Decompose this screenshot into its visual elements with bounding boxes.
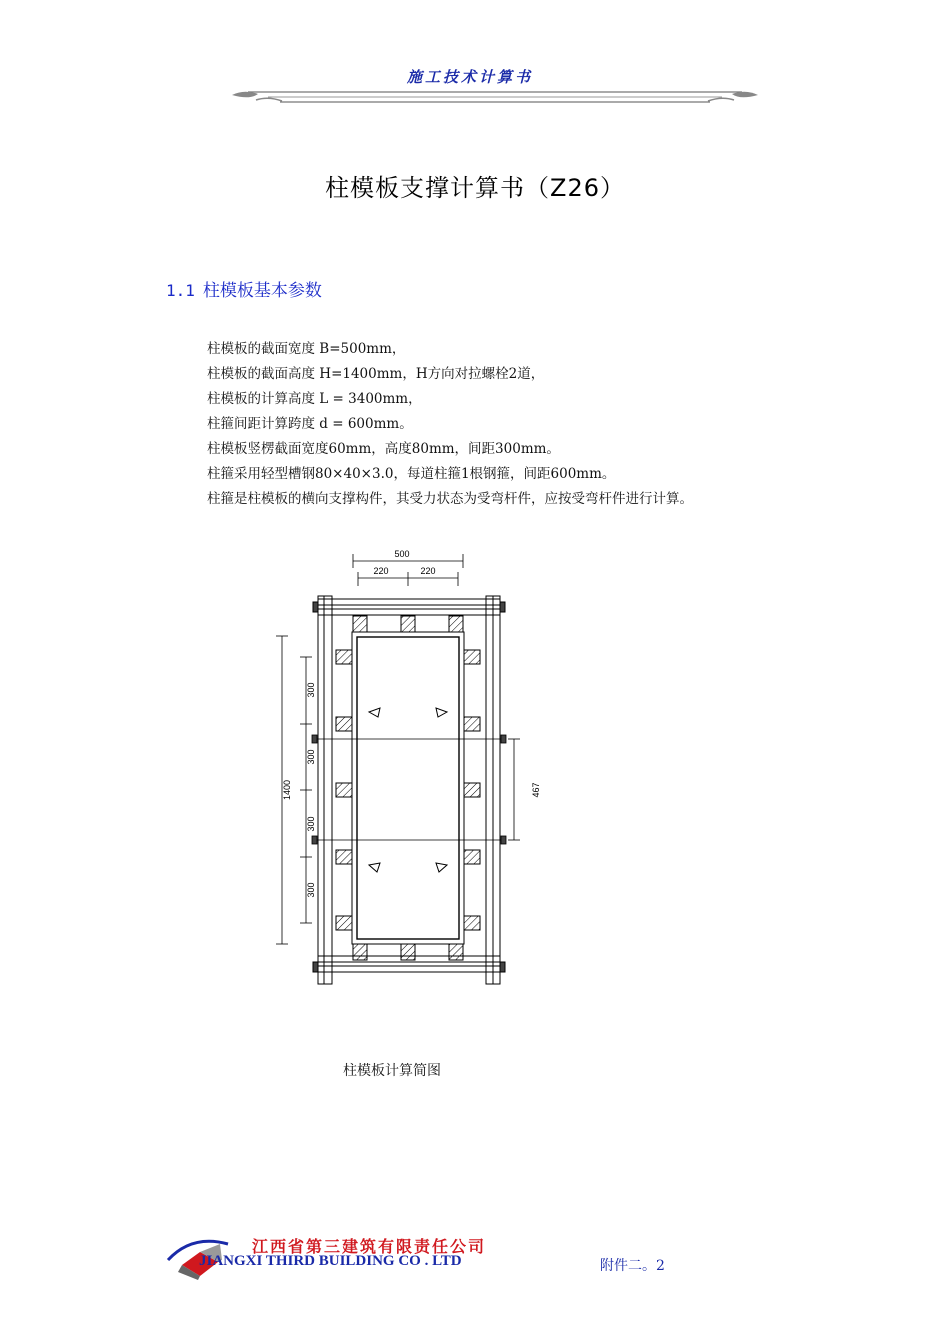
param-line: 柱模板竖楞截面宽度60mm，高度80mm，间距300mm。 bbox=[207, 441, 560, 457]
document-title: 柱模板支撑计算书（Z26） bbox=[325, 174, 625, 202]
company-name-cn: 江西省第三建筑有限责任公司 bbox=[252, 1237, 487, 1256]
formwork-panel bbox=[352, 632, 464, 944]
header-title: 施工技术计算书 bbox=[406, 68, 533, 86]
dim-height-total: 1400 bbox=[282, 779, 292, 801]
dim-bolt-span: 467 bbox=[531, 782, 541, 798]
dim-width-right: 220 bbox=[420, 566, 436, 576]
dim-spacing: 300 bbox=[306, 882, 316, 898]
dim-width-left: 220 bbox=[373, 566, 389, 576]
parameter-list bbox=[207, 337, 693, 512]
param-line: 柱箍是柱模板的横向支撑构件，其受力状态为受弯杆件，应按受弯杆件进行计算。 bbox=[207, 491, 693, 507]
param-line: 柱模板的截面宽度 B=500mm， bbox=[207, 341, 406, 357]
param-line: 柱模板的计算高度 L = 3400mm， bbox=[207, 391, 422, 407]
section-heading bbox=[166, 276, 322, 301]
right-dimension bbox=[508, 739, 520, 840]
formwork-diagram bbox=[260, 540, 560, 1000]
param-line: 柱箍间距计算跨度 d = 600mm。 bbox=[207, 416, 413, 432]
diagram-caption: 柱模板计算简图 bbox=[343, 1063, 441, 1079]
section-number: 1.1 bbox=[166, 281, 195, 300]
param-line: 柱模板的截面高度 H=1400mm，H方向对拉螺栓2道， bbox=[207, 366, 545, 382]
company-name-en: JIANGXI THIRD BUILDING CO . LTD bbox=[199, 1253, 462, 1269]
section-title: 柱模板基本参数 bbox=[202, 281, 322, 301]
dim-spacing: 300 bbox=[306, 816, 316, 832]
dim-width-total: 500 bbox=[394, 549, 410, 559]
header-ornament-rule bbox=[228, 86, 762, 108]
pressure-arrows bbox=[369, 708, 447, 872]
dim-spacing: 300 bbox=[306, 749, 316, 765]
page-label: 附件二。2 bbox=[600, 1258, 665, 1274]
dim-spacing: 300 bbox=[306, 682, 316, 698]
param-line: 柱箍采用轻型槽钢80×40×3.0，每道柱箍1根钢箍，间距600mm。 bbox=[207, 466, 616, 482]
